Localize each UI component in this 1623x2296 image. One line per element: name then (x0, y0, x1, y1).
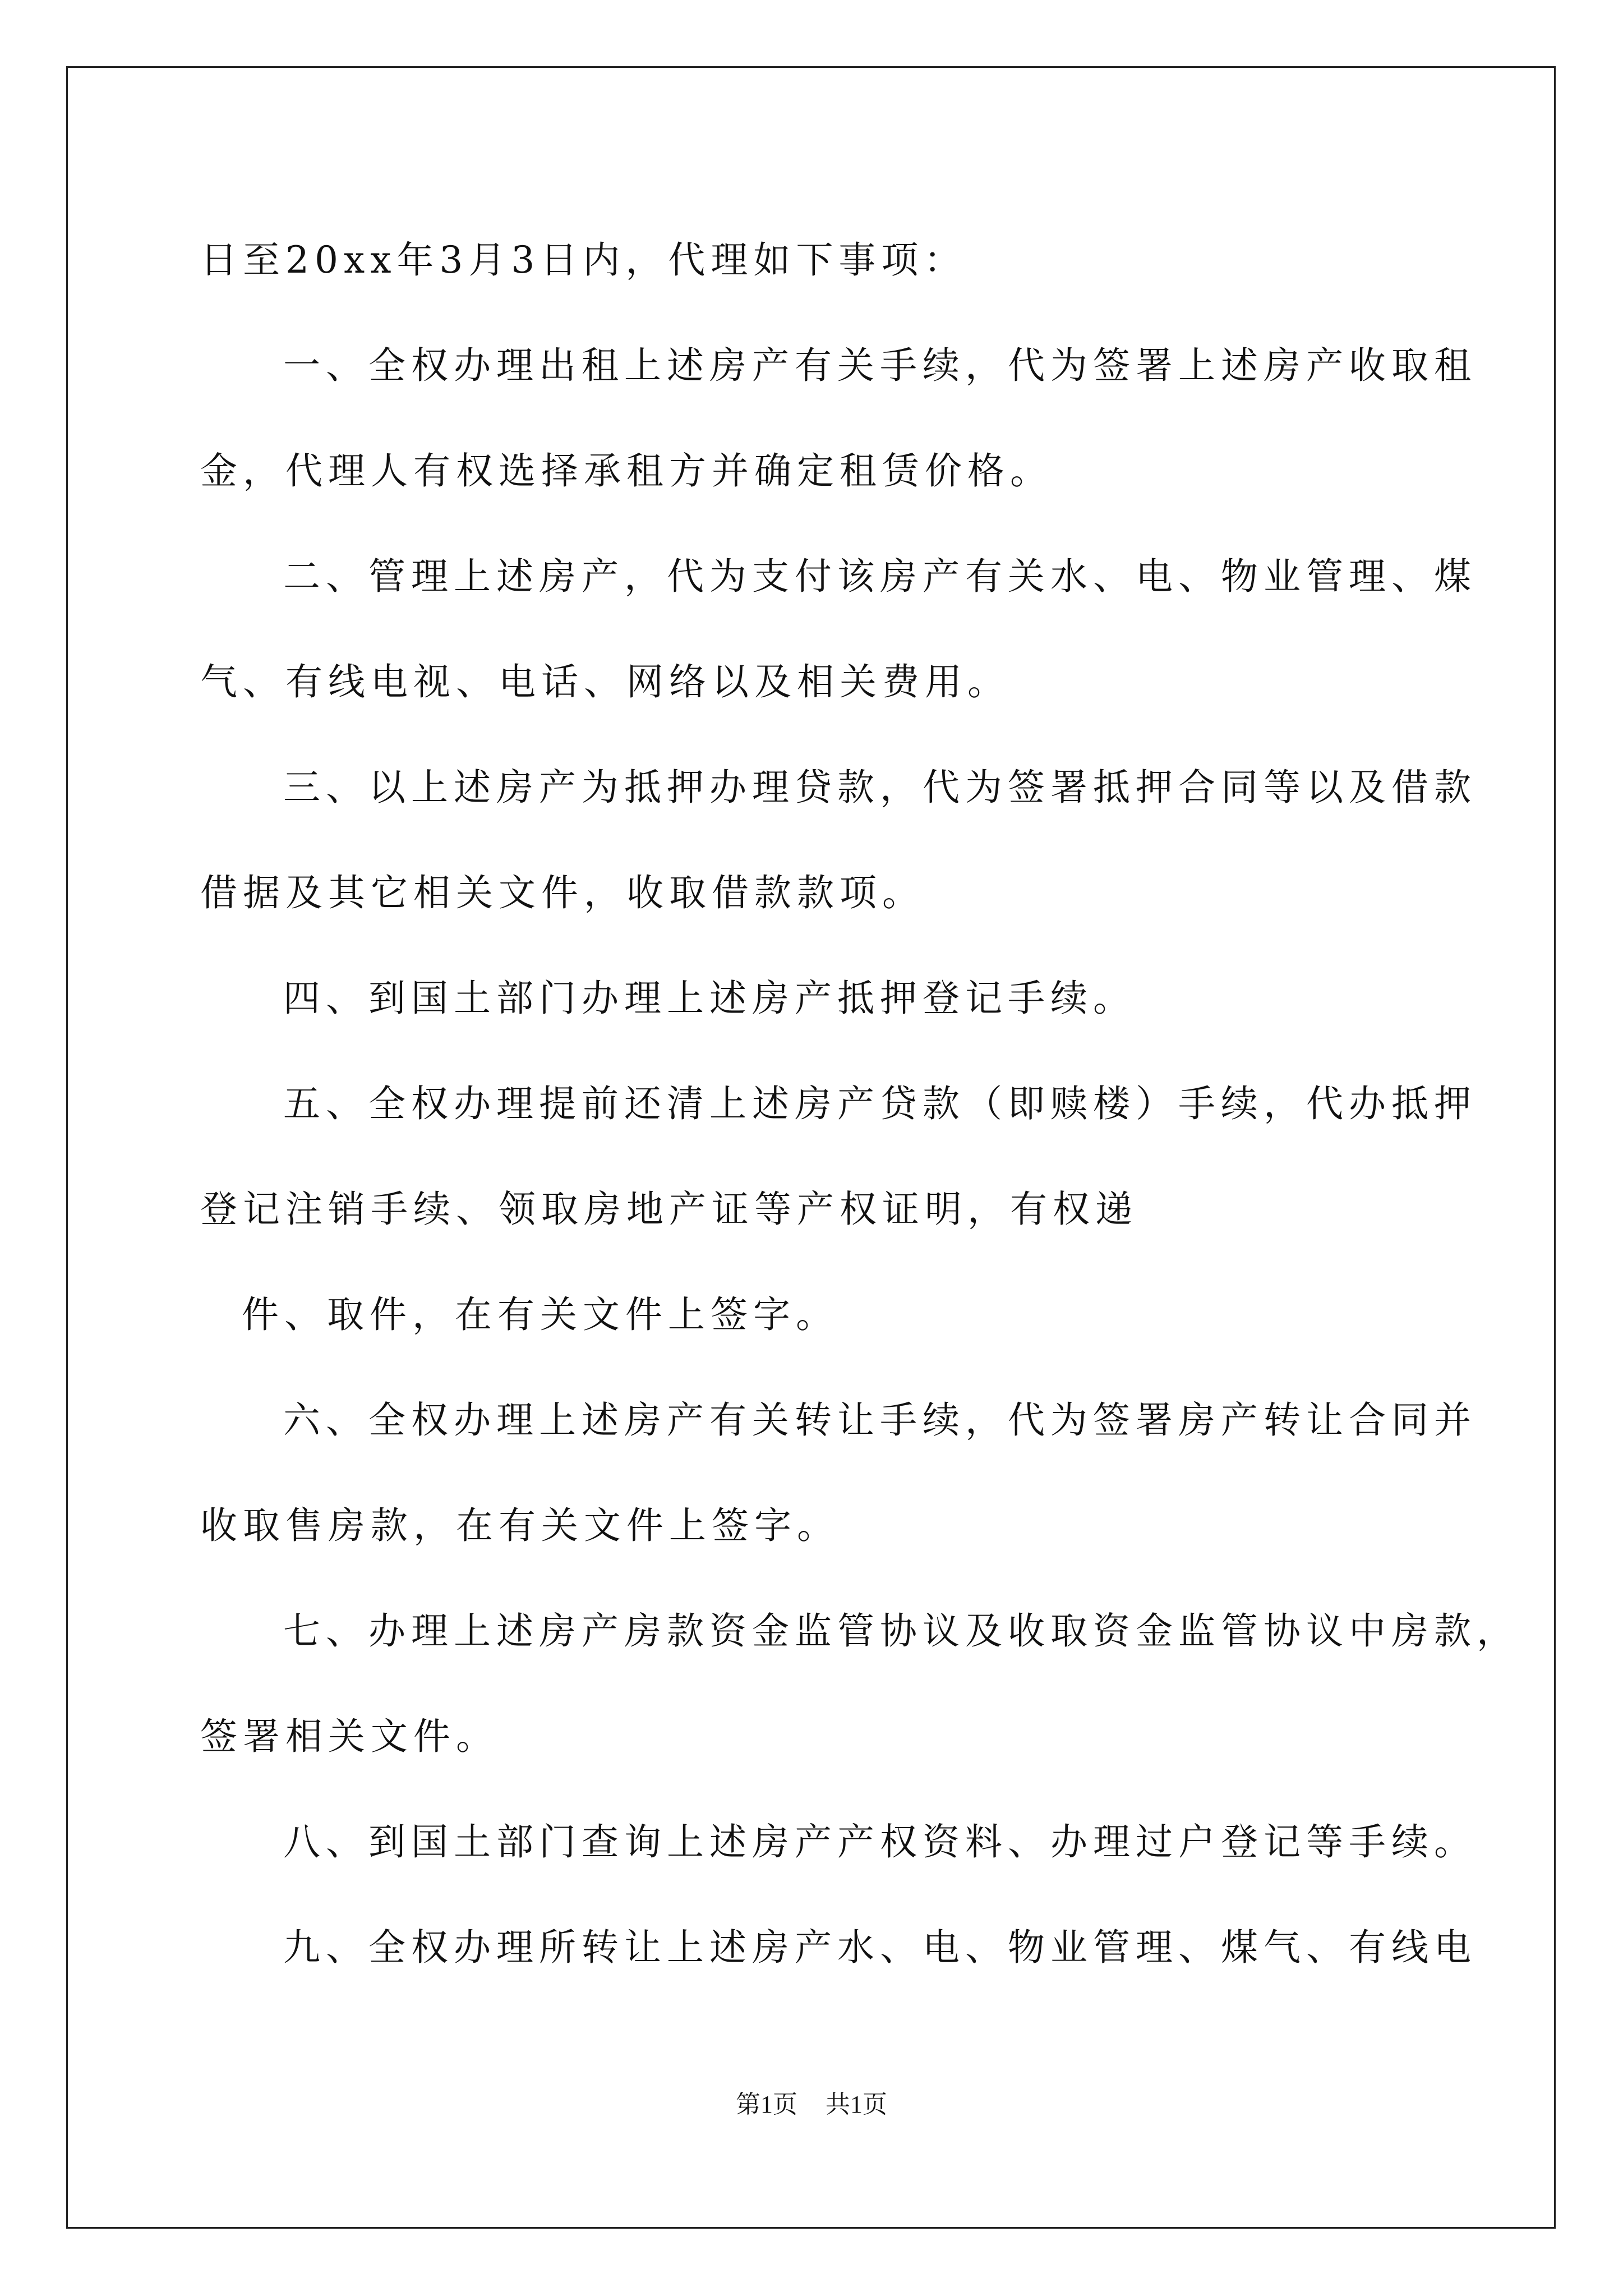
text-line: 日至20xx年3月3日内，代理如下事项： (200, 238, 967, 282)
page-number: 第1页 (736, 2091, 797, 2118)
text-line: 金，代理人有权选择承租方并确定租赁价格。 (200, 449, 1053, 493)
text-line: 八、到国土部门查询上述房产产权资料、办理过户登记等手续。 (283, 1820, 1477, 1864)
page-footer (0, 2088, 1623, 2122)
text-line: 三、以上述房产为抵押办理贷款，代为签署抵押合同等以及借款 (283, 766, 1477, 809)
text-line: 九、全权办理所转让上述房产水、电、物业管理、煤气、有线电 (283, 1926, 1477, 1969)
text-line: 六、全权办理上述房产有关转让手续，代为签署房产转让合同并 (283, 1398, 1477, 1442)
page-total: 共1页 (826, 2091, 887, 2118)
text-line: 七、办理上述房产房款资金监管协议及收取资金监管协议中房款， (283, 1609, 1519, 1653)
text-line: 气、有线电视、电话、网络以及相关费用。 (200, 660, 1010, 703)
text-line: 登记注销手续、领取房地产证等产权证明，有权递 (200, 1188, 1138, 1231)
text-line: 一、全权办理出租上述房产有关手续，代为签署上述房产收取租 (283, 344, 1477, 387)
text-line: 件、取件，在有关文件上签字。 (242, 1293, 838, 1336)
text-line: 签署相关文件。 (200, 1715, 499, 1758)
document-body (200, 208, 1519, 2000)
text-line: 四、到国土部门办理上述房产抵押登记手续。 (283, 977, 1136, 1020)
text-line: 五、全权办理提前还清上述房产贷款（即赎楼）手续，代办抵押 (283, 1082, 1477, 1125)
text-line: 二、管理上述房产，代为支付该房产有关水、电、物业管理、煤 (283, 555, 1477, 598)
text-line: 收取售房款，在有关文件上签字。 (200, 1504, 840, 1547)
text-line: 借据及其它相关文件，收取借款款项。 (200, 871, 925, 914)
